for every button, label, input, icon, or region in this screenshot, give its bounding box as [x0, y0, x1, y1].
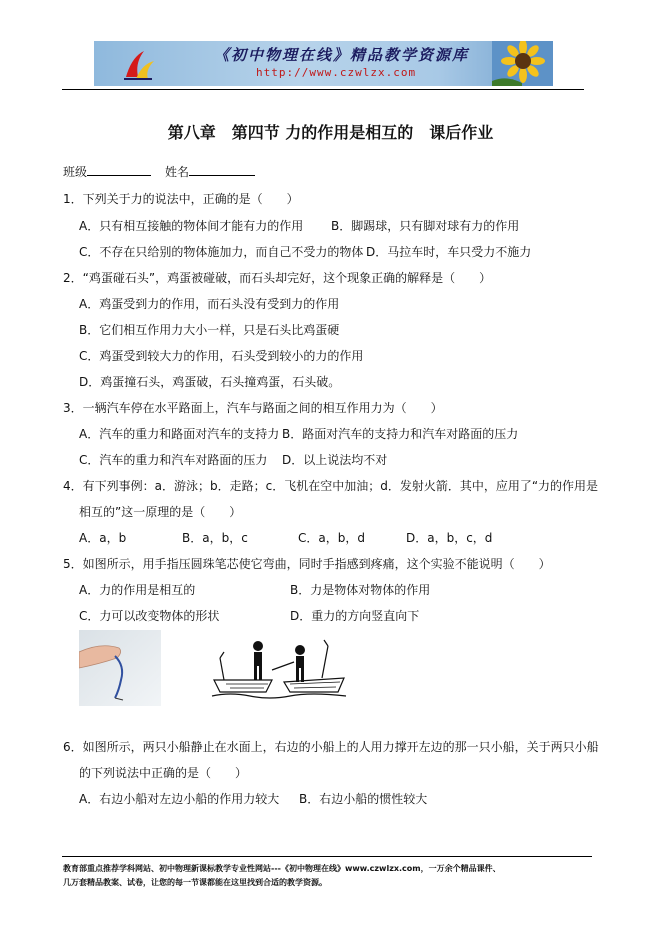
- q5-option-c: C．力可以改变物体的形状: [79, 609, 220, 623]
- q1-option-a: A．只有相互接触的物体间才能有力的作用: [79, 219, 304, 233]
- footer-line-1: 教育部重点推荐学科网站、初中物理新课标教学专业性网站---《初中物理在线》www.czwlzx.com，一万余个精品课件、: [63, 864, 501, 873]
- question-4-stem: 4．有下列事例：a．游泳；b．走路；c．飞机在空中加油；d．发射火箭．其中，应用了“力的作用是: [63, 479, 599, 493]
- q2-option-c: C．鸡蛋受到较大力的作用，石头受到较小的力的作用: [79, 349, 364, 363]
- q5-option-a: A．力的作用是相互的: [79, 583, 196, 597]
- header-rule: [62, 89, 584, 90]
- two-boats-figure: [210, 632, 348, 702]
- q2-option-b: B．它们相互作用力大小一样，只是石头比鸡蛋硬: [79, 323, 340, 337]
- question-5-stem: 5．如图所示，用手指压圆珠笔芯使它弯曲，同时手指感到疼痛，这个实验不能说明（ ）: [63, 557, 551, 571]
- q4-option-c: C．a，b，d: [298, 531, 365, 545]
- q4-option-b: B．a，b，c: [182, 531, 248, 545]
- q1-option-d: D．马拉车时，车只受力不施力: [366, 245, 532, 259]
- q1-option-c: C．不存在只给别的物体施加力，而自己不受力的物体: [79, 245, 364, 259]
- q1-option-b: B．脚踢球，只有脚对球有力的作用: [331, 219, 520, 233]
- page-title: 第八章 第四节 力的作用是相互的 课后作业: [167, 123, 494, 142]
- q5-option-b: B．力是物体对物体的作用: [290, 583, 431, 597]
- name-blank[interactable]: [189, 164, 255, 176]
- question-3-stem: 3．一辆汽车停在水平路面上，汽车与路面之间的相互作用力为（ ）: [63, 401, 443, 415]
- q3-option-d: D．以上说法均不对: [282, 453, 388, 467]
- banner-title: 《初中物理在线》精品教学资源库: [214, 46, 470, 64]
- q5-option-d: D．重力的方向竖直向下: [290, 609, 420, 623]
- q6-option-a: A．右边小船对左边小船的作用力较大: [79, 792, 280, 806]
- question-6-stem: 6．如图所示，两只小船静止在水面上，右边的小船上的人用力撑开左边的那一只小船，关于两只小船: [63, 740, 599, 754]
- q3-option-c: C．汽车的重力和汽车对路面的压力: [79, 453, 268, 467]
- site-logo-icon: [122, 49, 156, 81]
- banner-url[interactable]: http://www.czwlzx.com: [256, 66, 417, 79]
- class-label: 班级: [63, 165, 88, 179]
- question-4-stem-cont: 相互的”这一原理的是（ ）: [79, 505, 242, 519]
- student-info: [63, 163, 255, 180]
- header-banner: [94, 41, 553, 86]
- footer-rule: [62, 856, 592, 857]
- footer-line-2: 几万套精品教案、试卷，让您的每一节课都能在这里找到合适的教学资源。: [63, 878, 327, 887]
- q2-option-a: A．鸡蛋受到力的作用，而石头没有受到力的作用: [79, 297, 340, 311]
- q2-option-d: D．鸡蛋撞石头，鸡蛋破，石头撞鸡蛋，石头破。: [79, 375, 341, 389]
- question-6-stem-cont: 的下列说法中正确的是（ ）: [79, 766, 248, 780]
- finger-pen-refill-figure: [79, 630, 161, 706]
- q4-option-d: D．a，b，c，d: [406, 531, 493, 545]
- question-2-stem: 2．“鸡蛋碰石头”，鸡蛋被碰破，而石头却完好，这个现象正确的解释是（ ）: [63, 271, 492, 285]
- name-label: 姓名: [165, 165, 190, 179]
- sunflower-icon: [492, 41, 553, 86]
- q3-option-a: A．汽车的重力和路面对汽车的支持力: [79, 427, 280, 441]
- q6-option-b: B．右边小船的惯性较大: [299, 792, 428, 806]
- class-blank[interactable]: [87, 164, 151, 176]
- question-1-stem: 1．下列关于力的说法中，正确的是（ ）: [63, 192, 299, 206]
- q3-option-b: B．路面对汽车的支持力和汽车对路面的压力: [282, 427, 519, 441]
- q4-option-a: A．a，b: [79, 531, 127, 545]
